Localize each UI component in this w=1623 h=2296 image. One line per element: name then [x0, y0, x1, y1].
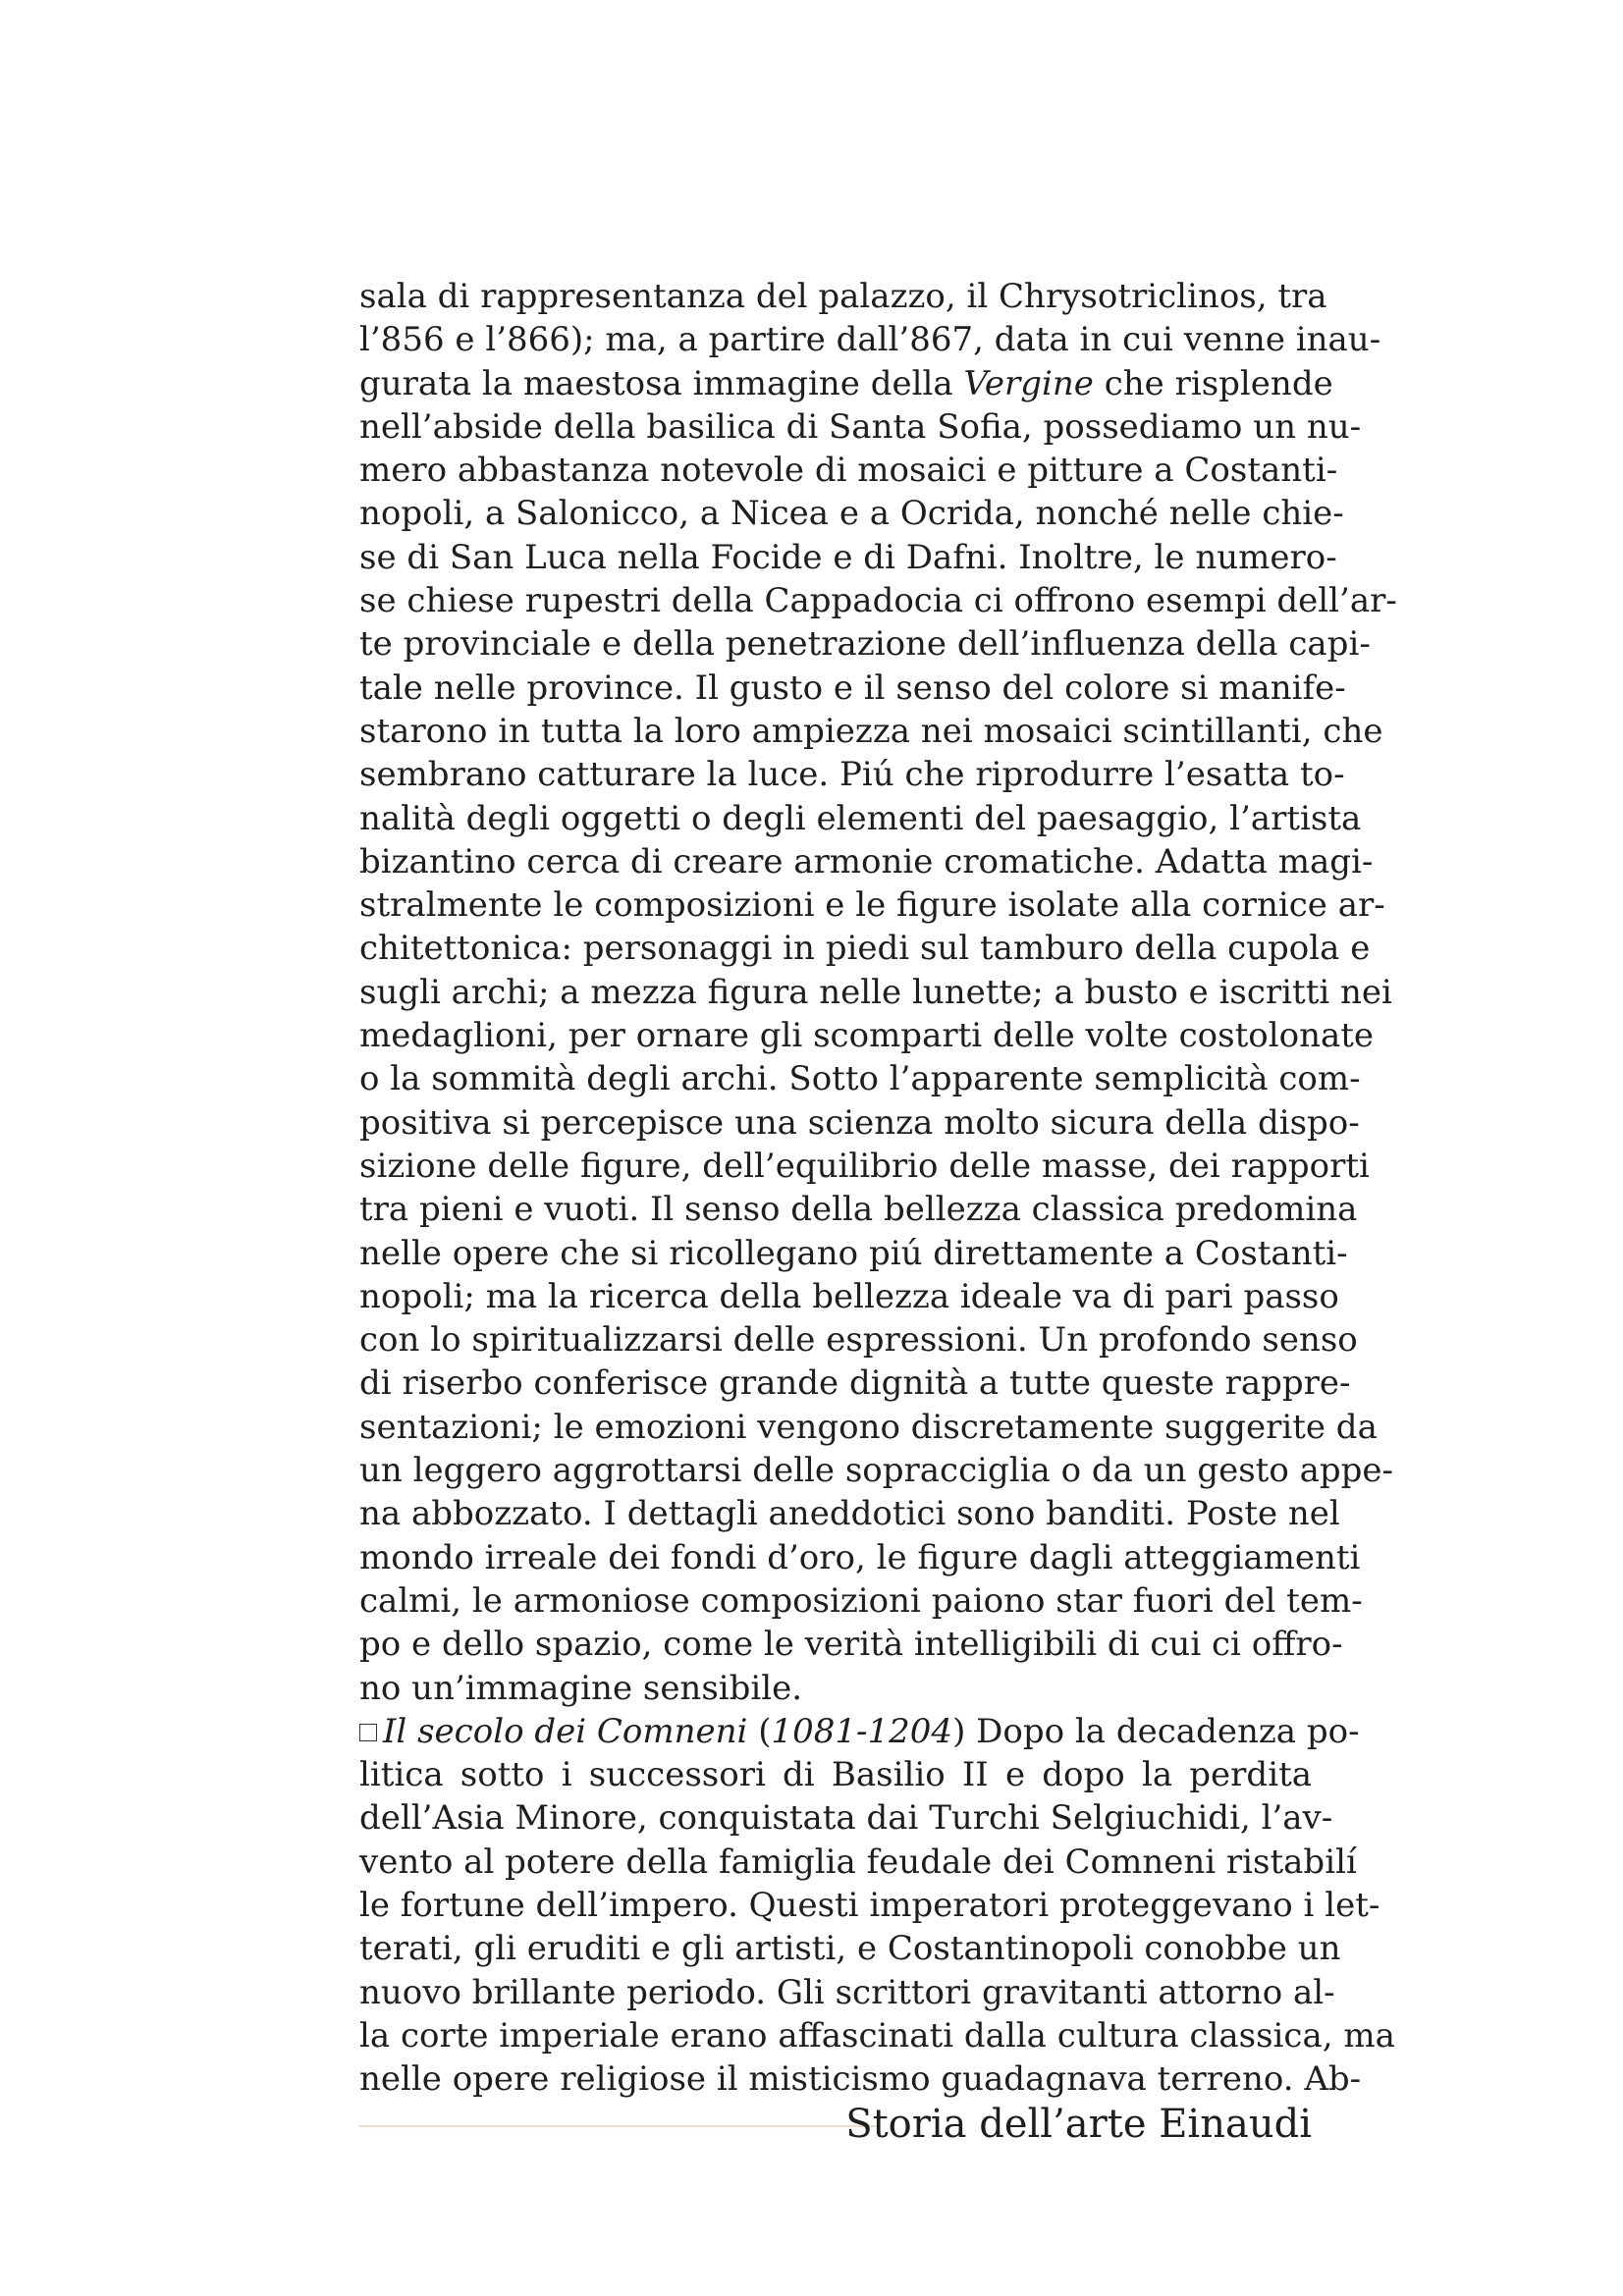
- text-fragment: che risplende: [1104, 363, 1333, 403]
- text-line: sugli archi; a mezza figura nelle lunette; a busto e iscritti nei: [359, 972, 1392, 1012]
- text-line: medaglioni, per ornare gli scomparti delle volte costolonate: [359, 1016, 1375, 1056]
- text-line: se chiese rupestri della Cappadocia ci offrono esempi dell’ar-: [359, 581, 1397, 621]
- section-heading-line: [359, 1710, 1360, 1753]
- text-fragment: Dopo la decadenza po-: [976, 1711, 1360, 1751]
- text-line: nopoli, a Salonicco, a Nicea e a Ocrida, nonché nelle chie-: [359, 494, 1344, 534]
- text-line: nopoli; ma la ricerca della bellezza ideale va di pari passo: [359, 1276, 1339, 1316]
- text-line: [359, 362, 1333, 405]
- text-line: no un’immagine sensibile.: [359, 1668, 803, 1708]
- text-line: po e dello spazio, come le verità intelligibili di cui ci offro-: [359, 1625, 1343, 1665]
- text-line: nuovo brillante periodo. Gli scrittori gravitanti attorno al-: [359, 1972, 1335, 2012]
- italic-term: Vergine: [963, 363, 1094, 403]
- text-line: te provinciale e della penetrazione dell’influenza della capi-: [359, 624, 1371, 665]
- text-line: le fortune dell’impero. Questi imperatori proteggevano i let-: [359, 1885, 1380, 1925]
- text-line: sizione delle figure, dell’equilibrio delle masse, dei rapporti: [359, 1146, 1370, 1186]
- body-text: [359, 275, 1397, 2101]
- text-line: dell’Asia Minore, conquistata dai Turchi Selgiuchidi, l’av-: [359, 1798, 1333, 1839]
- text-line: sentazioni; le emozioni vengono discretamente suggerite da: [359, 1407, 1378, 1447]
- text-line: l’856 e l’866); ma, a partire dall’867, data in cui venne inau-: [359, 320, 1381, 360]
- section-dates-close: ): [952, 1711, 966, 1751]
- text-line: bizantino cerca di creare armonie cromatiche. Adatta magi-: [359, 841, 1374, 881]
- text-line: di riserbo conferisce grande dignità a tutte queste rappre-: [359, 1363, 1351, 1404]
- text-line: sembrano catturare la luce. Piú che riprodurre l’esatta to-: [359, 755, 1345, 795]
- text-line: sala di rappresentanza del palazzo, il Chrysotriclinos, tra: [359, 277, 1327, 316]
- text-line: mondo irreale dei fondi d’oro, le figure dagli atteggiamenti: [359, 1537, 1361, 1577]
- text-line: calmi, le armoniose composizioni paiono star fuori del tem-: [359, 1580, 1363, 1621]
- text-line: terati, gli eruditi e gli artisti, e Costantinopoli conobbe un: [359, 1929, 1341, 1969]
- text-line: tale nelle province. Il gusto e il senso del colore si manife-: [359, 667, 1346, 708]
- text-line: starono in tutta la loro ampiezza nei mosaici scintillanti, che: [359, 711, 1383, 751]
- section-heading: Il secolo dei Comneni: [383, 1711, 748, 1751]
- text-line: la corte imperiale erano affascinati dalla cultura classica, ma: [359, 2015, 1395, 2056]
- text-line: vento al potere della famiglia feudale dei Comneni ristabilí: [359, 1842, 1357, 1882]
- text-line: tra pieni e vuoti. Il senso della bellezza classica predomina: [359, 1190, 1358, 1230]
- footer-divider: [359, 2125, 880, 2127]
- section-dates: 1081-1204: [771, 1711, 953, 1751]
- text-line: con lo spiritualizzarsi delle espressioni. Un profondo senso: [359, 1320, 1358, 1361]
- text-line: stralmente le composizioni e le figure isolate alla cornice ar-: [359, 885, 1385, 926]
- square-bullet-icon: [359, 1724, 377, 1741]
- text-line: chitettonica: personaggi in piedi sul tamburo della cupola e: [359, 929, 1371, 969]
- text-line: nalità degli oggetti o degli elementi del paesaggio, l’artista: [359, 798, 1362, 838]
- text-line: nell’abside della basilica di Santa Sofia, possediamo un nu-: [359, 406, 1362, 447]
- text-line: un leggero aggrottarsi delle sopracciglia o da un gesto appe-: [359, 1451, 1394, 1491]
- text-line: na abbozzato. I dettagli aneddotici sono banditi. Poste nel: [359, 1494, 1340, 1534]
- text-fragment: gurata la maestosa immagine della: [359, 363, 953, 403]
- text-line: mero abbastanza notevole di mosaici e pitture a Costanti-: [359, 451, 1338, 491]
- footer-title: Storia dell’arte Einaudi: [845, 2102, 1312, 2147]
- section-dates-open: (: [758, 1711, 772, 1751]
- text-line: positiva si percepisce una scienza molto sicura della dispo-: [359, 1102, 1360, 1143]
- text-line: litica sotto i successori di Basilio II e dopo la perdita: [359, 1755, 1312, 1795]
- text-line: se di San Luca nella Focide e di Dafni. Inoltre, le numero-: [359, 537, 1337, 577]
- text-line: o la sommità degli archi. Sotto l’apparente semplicità com-: [359, 1059, 1361, 1099]
- text-line: nelle opere religiose il misticismo guadagnava terreno. Ab-: [359, 2059, 1362, 2100]
- text-line: nelle opere che si ricollegano piú direttamente a Costanti-: [359, 1233, 1348, 1273]
